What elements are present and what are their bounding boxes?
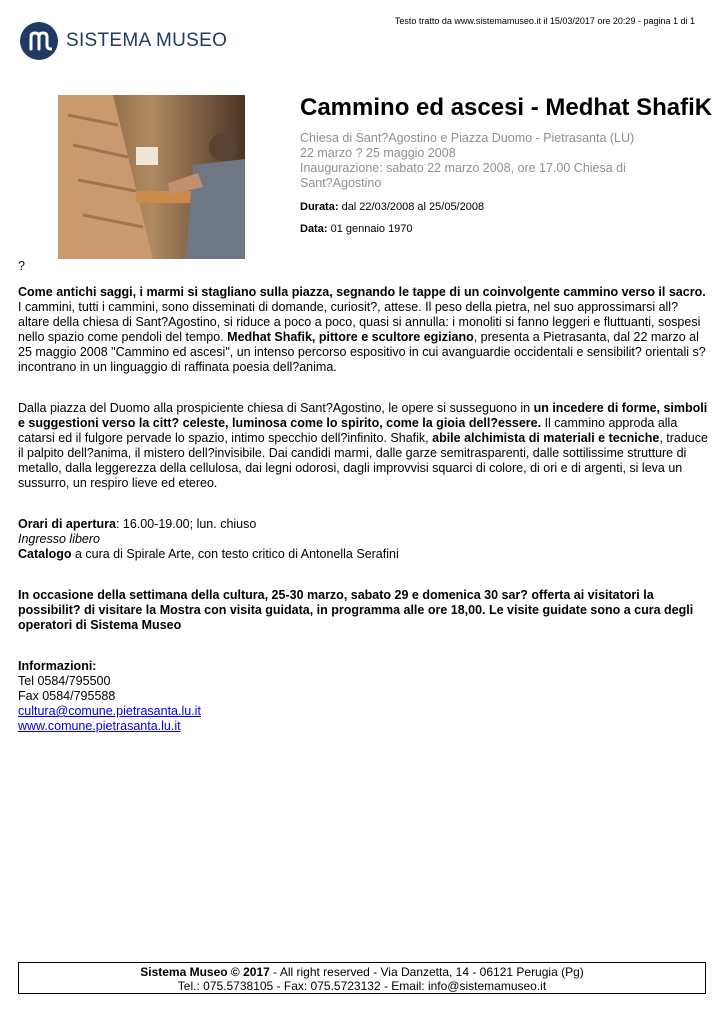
ingresso-text: Ingresso libero: [18, 532, 100, 546]
event-venue: Chiesa di Sant?Agostino e Piazza Duomo - Pietrasanta (LU): [300, 131, 635, 145]
footer-line-1: [19, 965, 705, 979]
website-row: [18, 719, 708, 734]
durata-label: Durata:: [300, 201, 339, 213]
intro-bold-lead: Come antichi saggi, i marmi si stagliano sulla piazza, segnando le tappe di un coinvolgente cammino verso il sacro.: [18, 285, 706, 299]
description-bold: un incedere di forme, simboli e suggestioni verso la citt? celeste, luminosa come lo spirito, come la gioia dell?essere.: [18, 401, 708, 430]
durata-value: dal 22/03/2008 al 25/05/2008: [338, 201, 485, 213]
site-logo[interactable]: [20, 22, 227, 60]
description-text-2: Il cammino approda alla catarsi ed il fulgore pervade lo spazio, intimo specchio dell?infinito. Shafik,: [18, 416, 678, 445]
description-text: Dalla piazza del Duomo alla prospiciente chiesa di Sant?Agostino, le opere si susseguono in: [18, 401, 534, 415]
orari-value: : 16.00-19.00; lun. chiuso: [115, 517, 257, 531]
orari-label: Orari di apertura: [18, 517, 116, 531]
event-opening: Inaugurazione: sabato 22 marzo 2008, ore 17.00 Chiesa di Sant?Agostino: [300, 161, 626, 190]
catalogo-label: Catalogo: [18, 547, 72, 561]
intro-text-continued: , presenta a Pietrasanta, dal 22 marzo al 25 maggio 2008 "Cammino ed ascesi", un intenso percorso espositivo in cui avanguardie occidentali e sensibilit? orientali s?incontrano in un linguaggio di raffinata poesia dell?anima.: [18, 330, 706, 374]
opening-hours: [18, 517, 708, 532]
article-body: [18, 285, 708, 734]
event-title: Cammino ed ascesi - Medhat ShafiK: [300, 94, 713, 121]
logo-text: SISTEMA MUSEO: [66, 30, 228, 51]
catalogo-value: a cura di Spirale Arte, con testo critico di Antonella Serafini: [71, 547, 399, 561]
info-heading: [18, 659, 708, 674]
event-meta: [300, 131, 650, 191]
footer-contacts: Tel.: 075.5738105 - Fax: 075.5723132 - Email: info@sistemamuseo.it: [177, 979, 547, 993]
footer-address: - All right reserved - Via Danzetta, 14 - 06121 Perugia (Pg): [269, 965, 584, 979]
museum-logo-icon: [20, 22, 58, 60]
culture-week-notice: [18, 588, 708, 633]
artwork-photo: [58, 95, 245, 259]
description-bold-2: abile alchimista di materiali e tecniche: [432, 431, 660, 445]
catalogue-info: [18, 547, 708, 562]
info-label: Informazioni:: [18, 659, 97, 673]
entry-info: [18, 532, 708, 547]
artist-name: Medhat Shafik, pittore e scultore egiziano: [227, 330, 474, 344]
description-text-3: , traduce il palpito dell?anima, il mistero dell?invisibile. Dai candidi marmi, dalle garze semitrasparenti, dalle sottilissime strutture di metallo, dalla leggerezza della cellulosa, dai legni odorosi, dagli improvvisi squarci di colore, di ori e di argenti, si leva un sussurro, un respiro lieve ed etereo.: [18, 431, 708, 490]
email-row: [18, 704, 708, 719]
notice-text: In occasione della settimana della cultura, 25-30 marzo, sabato 29 e domenica 30 sar? offerta ai visitatori la possibilit? di visitare la Mostra con visita guidata, in programma alle ore 18,00. Le visite guidate sono a cura degli operatori di Sistema Museo: [18, 588, 694, 632]
print-header: Testo tratto da www.sistemamuseo.it il 15/03/2017 ore 20:29 - pagina 1 di 1: [394, 16, 695, 26]
fax-number: Fax 0584/795588: [18, 689, 116, 703]
footer-brand: Sistema Museo © 2017: [140, 965, 270, 979]
data-field: [300, 223, 413, 235]
event-dates: 22 marzo ? 25 maggio 2008: [300, 146, 456, 160]
data-value: 01 gennaio 1970: [327, 223, 413, 235]
website-link[interactable]: www.comune.pietrasanta.lu.it: [18, 719, 181, 733]
durata-field: [300, 201, 484, 213]
paragraph-description: [18, 401, 708, 491]
email-link[interactable]: cultura@comune.pietrasanta.lu.it: [18, 704, 201, 718]
page-footer: [18, 962, 706, 994]
phone-number: Tel 0584/795500: [18, 674, 111, 688]
intro-text: I cammini, tutti i cammini, sono disseminati di domande, curiosit?, attese. Il peso della pietra, nel suo approssimarsi all?altare della chiesa di Sant?Agostino, si riduce a poco a poco, quasi si annulla: i monoliti si fanno leggeri e fluttuanti, sospesi nello spazio come pendoli del tempo.: [18, 300, 701, 344]
data-label: Data:: [300, 223, 328, 235]
stray-question-mark: ?: [18, 259, 25, 273]
paragraph-intro: [18, 285, 708, 375]
